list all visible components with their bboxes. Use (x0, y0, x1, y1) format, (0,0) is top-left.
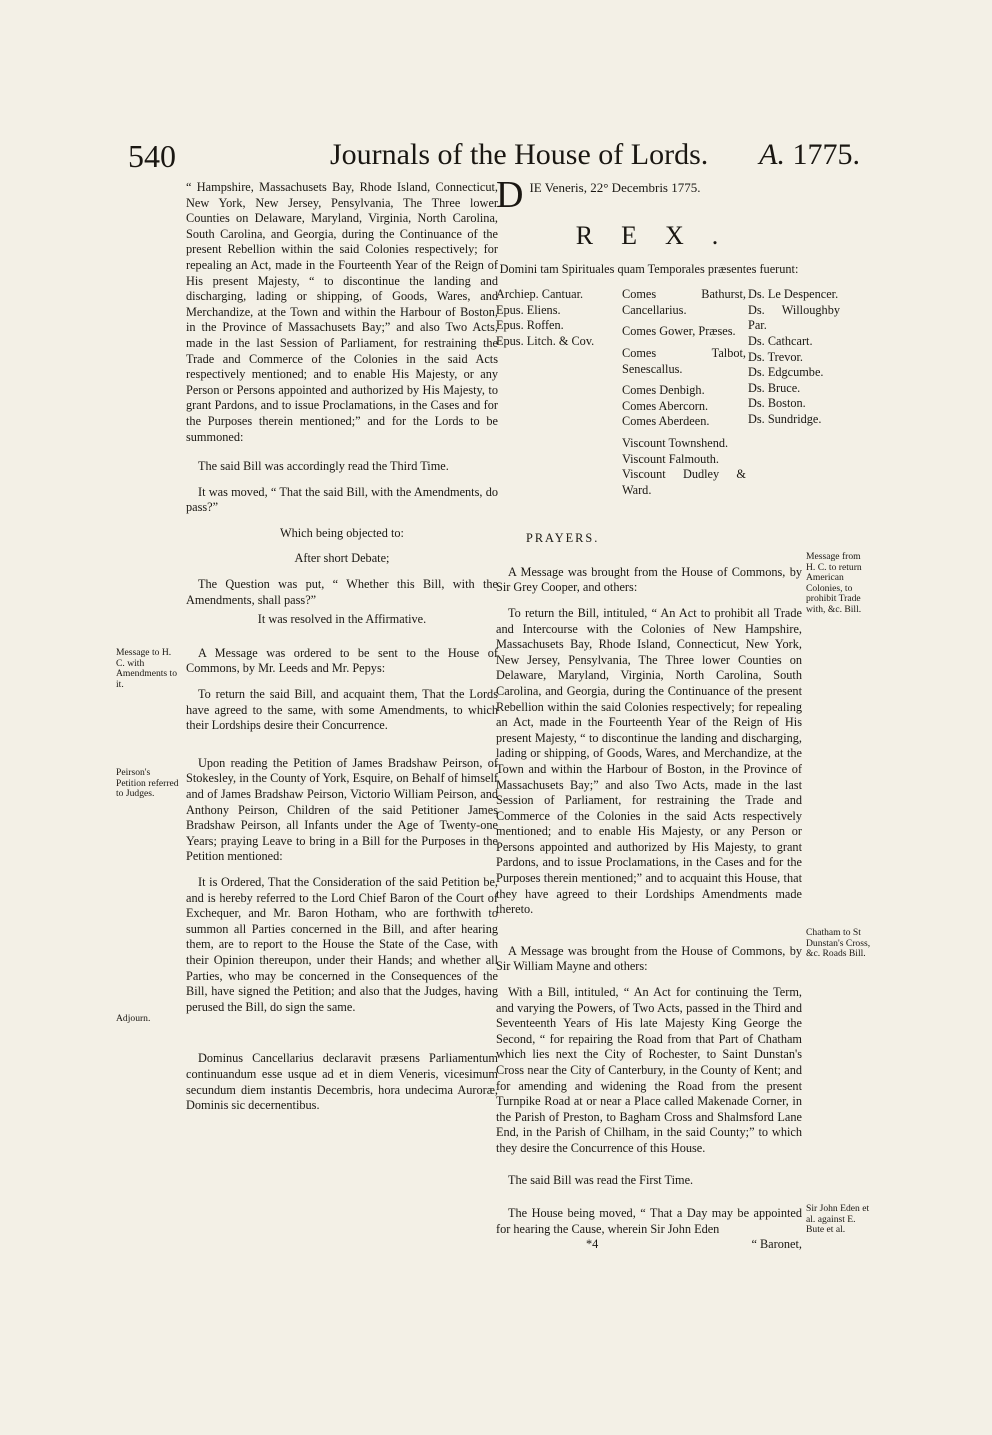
attendance-barons (748, 287, 840, 427)
margin-note-chatham-bill: Chatham to St Dunstan's Cross, &c. Roads Bill. (806, 927, 871, 960)
attendee: Ds. Cathcart. (748, 333, 813, 348)
attendee: Comes Talbot, Senescallus. (622, 345, 746, 376)
petition-reading: Upon reading the Petition of James Bradshaw Peirson, of Stokesley, in the County of York, Esquire, on Behalf of himself and of James Bradshaw Peirson, Victorio William Peirson, and Anthony Peirson, Children of the said Petitioner James Bradshaw Peirson, all Infants under the Age of Twenty-one Years; praying Leave to bring in a Bill for the Purposes in the Petition mentioned: (186, 755, 498, 864)
attendance-intro: Domini tam Spirituales quam Temporales præsentes fuerunt: (499, 261, 799, 276)
margin-note-eden: Sir John Eden et al. against E. Bute et al. (806, 1203, 870, 1236)
left-column (186, 180, 498, 1124)
margin-note-adjourn: Adjourn. (116, 1013, 151, 1024)
resolution: It was resolved in the Affirmative. (257, 612, 427, 627)
order-referral: It is Ordered, That the Consideration of the said Petition be, and is hereby referred to the Lord Chief Baron of the Court of Exchequer, and Mr. Baron Hotham, who are forthwith to summon all Parties concerned in the Bill, and after hearing them, are to report to the House the State of the Case, with their Opinion thereupon, under their Hands; and whether all Parties, who may be concerned in the Consequences of the Bill, have signed the Petition; and also that the Judges, having perused the Bill, do sign the same. (186, 874, 498, 1014)
message-ordered: A Message was ordered to be sent to the House of Commons, by Mr. Leeds and Mr. Pepys: (186, 645, 498, 676)
question-put: The Question was put, “ Whether this Bill, with the Amendments, shall pass?” (186, 577, 498, 607)
margin-note-petition: Peirson's Petition referred to Judges. (116, 767, 179, 800)
return-bill-commons: To return the Bill, intituled, “ An Act to prohibit all Trade and Intercourse with the Colonies of New Hampshire, Massachusets Bay, Rhode Island, Connecticut, New York, New Jersey, Pensylvania, The Three lower Counties on Delaware, Maryland, Virginia, North Carolina, South Carolina, and Georgia, during the Continuance of the present Rebellion within the said Colonies respectively; for repealing an Act, made in the Fourteenth Year of the Reign of His present Majesty, “ to discontinue the landing and discharging, lading or shipping, of Goods, Wares, and Merchandize, at the Town and within the Harbour of Boston, in the Province of Massachusets Bay;” and also Two Acts, made in the last Session of Parliament, for restraining the Trade and Commerce of the Colonies in the said Acts respectively mentioned; and to enable His Majesty, or any Person or Persons appointed and authorized by His Majesty, to grant Pardons, and to issue Proclamations, in the Cases and for the Purposes therein mentioned;” and to acquaint this House, that they have agreed to their Lordships Amendments made thereto. (496, 605, 802, 917)
motion-hearing: The House being moved, “ That a Day may be appointed for hearing the Cause, wherein Sir John Eden (496, 1206, 802, 1236)
commons-message: A Message was brought from the House of Commons, by Sir Grey Cooper, and others: (496, 564, 802, 595)
attendee: Ds. Trevor. (748, 349, 804, 364)
attendee: Comes Bathurst, Cancellarius. (622, 287, 746, 317)
margin-note-message: Message to H. C. with Amendments to it. (116, 647, 178, 690)
return-bill-instruction: To return the said Bill, and acquaint them, That the Lords have agreed to the same, with some Amendments, to which their Lordships desire their Concurrence. (186, 687, 498, 733)
header-year (759, 138, 860, 172)
objection: Which being objected to: (280, 525, 404, 540)
drop-cap: D (496, 174, 524, 216)
year-prefix: A. (759, 138, 785, 171)
attendee: Archiep. Cantuar. (496, 287, 584, 302)
debate: After short Debate; (294, 551, 390, 566)
attendee: Comes Aberdeen. (622, 414, 710, 429)
sitting-date-text: IE Veneris, 22° Decembris 1775. (529, 180, 701, 195)
page-footer (496, 1237, 802, 1255)
sitting-date (496, 174, 802, 216)
attendance-bishops (496, 287, 616, 349)
attendee: Epus. Eliens. (496, 302, 561, 317)
attendee: Ds. Willoughby Par. (748, 302, 840, 333)
attendee: Ds. Bruce. (748, 380, 801, 395)
chatham-bill: With a Bill, intituled, “ An Act for continuing the Term, and varying the Powers, of Two Acts, passed in the Third and Seventeenth Years of His late Majesty King George the Second, “ for repairing the Road from that Part of Chatham which lies next the City of Rochester, to Saint Dunstan's Cross near the City of Canterbury, in the County of Kent; and for amending and widening the Road from the present Turnpike Road at or near a Place called Makenade Corner, in the Parish of Preston, to Bagham Cross and Shalmsford Lane End, in the Parish of Chilham, in the said County;” to which they desire the Concurrence of this House. (496, 985, 802, 1155)
attendee: Ds. Edgcumbe. (748, 365, 824, 380)
attendee: Comes Denbigh. (622, 383, 705, 398)
attendee: Viscount Townshend. (622, 435, 729, 450)
third-reading: The said Bill was accordingly read the Third Time. (198, 459, 449, 474)
attendee: Epus. Roffen. (496, 318, 564, 333)
prayers-heading: PRAYERS. (526, 531, 600, 546)
message-mayne: A Message was brought from the House of Commons, by Sir William Mayne and others: (496, 943, 802, 974)
adjournment-latin: Dominus Cancellarius declaravit præsens Parliamentum continuandum esse usque ad et in diem Veneris, vicesimum secundum diem instantis Decembris, hora undecima Auroræ, Dominis sic decernentibus. (186, 1051, 498, 1113)
signature-mark: *4 (586, 1237, 599, 1252)
motion-pass: It was moved, “ That the said Bill, with the Amendments, do pass?” (186, 484, 498, 515)
page-number: 540 (128, 138, 176, 174)
year-value: 1775. (792, 138, 860, 171)
continued-paragraph: “ Hampshire, Massachusets Bay, Rhode Island, Connecticut, New York, New Jersey, Pensylvania, The Three lower Counties on Delaware, Maryland, Virginia, North Carolina, South Carolina, and Georgia, during the Continuance of the present Rebellion within the said Colonies respectively; for repealing an Act, made in the Fourteenth Year of the Reign of His present Majesty, “ to discontinue the landing and discharging, lading or shipping, of Goods, Wares, and Merchandize, at the Town and within the Harbour of Boston, in the Province of Massachusets Bay;” and also Two Acts, made in the last Session of Parliament, for restraining the Trade and Commerce of the Colonies in the said Acts respectively mentioned; and to enable His Majesty, or any Person or Persons appointed and authorized by His Majesty, to grant Pardons, and to issue Proclamations, in the Cases and for the Purposes therein mentioned;” and for the Lords to be summoned: (186, 180, 498, 444)
attendee: Ds. Sundridge. (748, 411, 822, 426)
rex-heading: REX. (575, 221, 747, 250)
attendee: Epus. Litch. & Cov. (496, 333, 595, 348)
attendee: Comes Abercorn. (622, 398, 709, 413)
attendee: Ds. Le Despencer. (748, 287, 839, 302)
attendee: Ds. Boston. (748, 396, 806, 411)
attendee: Viscount Dudley & Ward. (622, 467, 746, 497)
attendee: Comes Gower, Præses. (622, 324, 736, 339)
page-header (120, 138, 860, 182)
catchword: “ Baronet, (751, 1237, 802, 1252)
running-title: Journals of the House of Lords. (330, 138, 709, 171)
attendee: Viscount Falmouth. (622, 451, 719, 466)
margin-note-commons-message: Message from H. C. to return American Colonies, to prohibit Trade with, &c. Bill. (806, 551, 862, 615)
attendance-list (496, 287, 840, 507)
attendance-earls (622, 287, 746, 504)
first-reading: The said Bill was read the First Time. (508, 1172, 694, 1187)
